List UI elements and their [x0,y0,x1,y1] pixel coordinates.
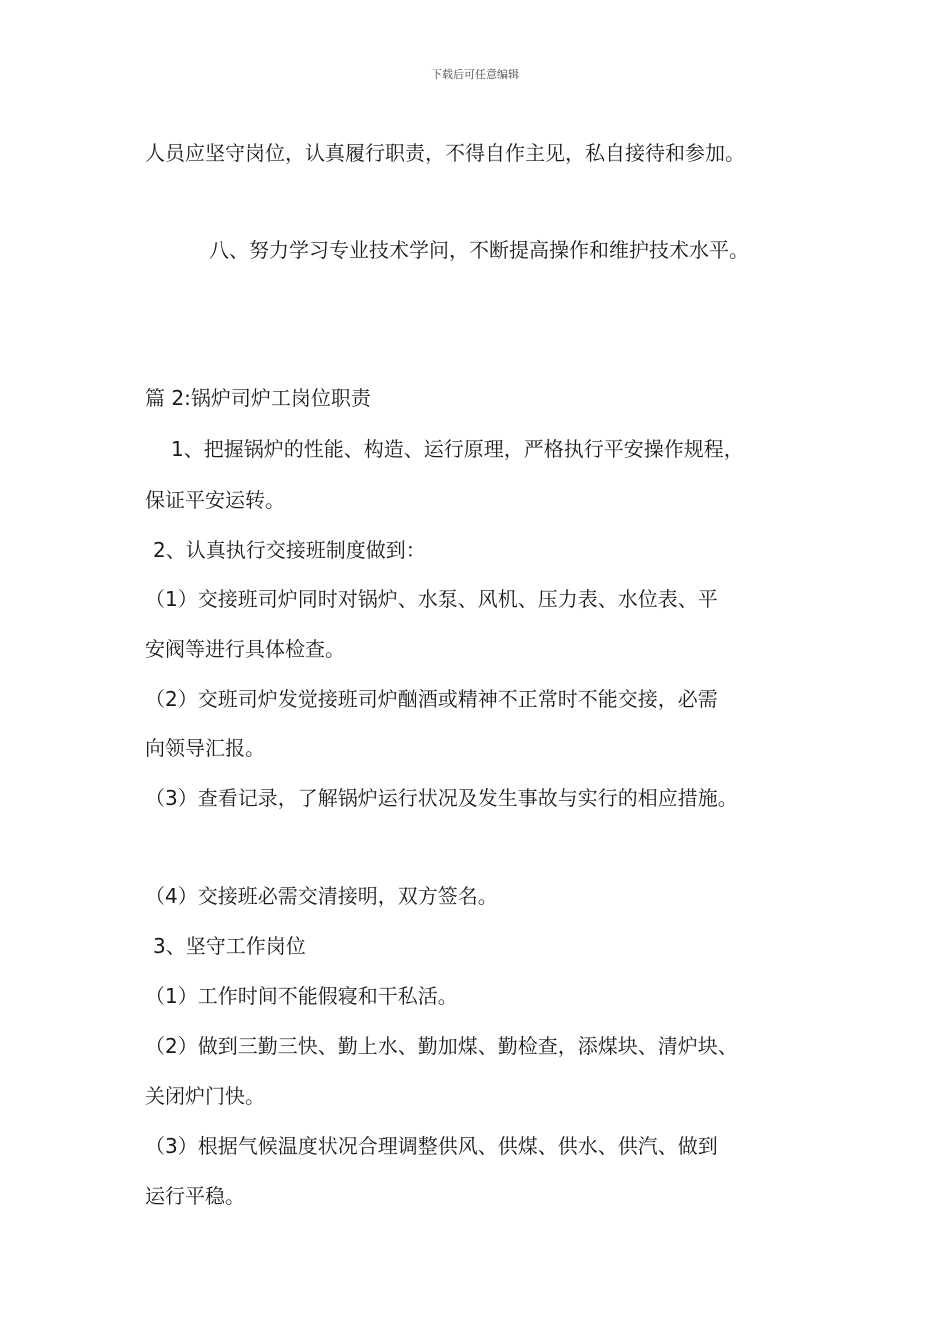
paragraph-line: 保证平安运转。 [145,488,285,512]
paragraph-line: （1）工作时间不能假寝和干私活。 [145,984,458,1008]
paragraph-line: （4）交接班必需交清接明，双方签名。 [145,884,498,908]
section-heading: 篇 2:锅炉司炉工岗位职责 [145,386,371,410]
paragraph-line: 3、坚守工作岗位 [153,934,306,958]
paragraph-line: 向领导汇报。 [145,736,265,760]
paragraph-line: 运行平稳。 [145,1184,245,1208]
paragraph-line: 安阀等进行具体检查。 [145,637,345,661]
paragraph-line: （3）根据气候温度状况合理调整供风、供煤、供水、供汽、做到 [145,1134,718,1158]
page-header: 下载后可任意编辑 [431,68,519,81]
paragraph-line: 八、努力学习专业技术学问，不断提高操作和维护技术水平。 [209,238,749,262]
paragraph-line: （2）做到三勤三快、勤上水、勤加煤、勤检查，添煤块、清炉块、 [145,1034,738,1058]
paragraph-line: （3）查看记录，了解锅炉运行状况及发生事故与实行的相应措施。 [145,786,738,810]
paragraph-line: 1、把握锅炉的性能、构造、运行原理，严格执行平安操作规程， [171,437,744,461]
paragraph-line: 人员应坚守岗位，认真履行职责，不得自作主见，私自接待和参加。 [145,141,745,165]
paragraph-line: （1）交接班司炉同时对锅炉、水泵、风机、压力表、水位表、平 [145,587,718,611]
paragraph-line: 2、认真执行交接班制度做到： [153,538,426,562]
paragraph-line: 关闭炉门快。 [145,1084,265,1108]
paragraph-line: （2）交班司炉发觉接班司炉酗酒或精神不正常时不能交接，必需 [145,687,718,711]
